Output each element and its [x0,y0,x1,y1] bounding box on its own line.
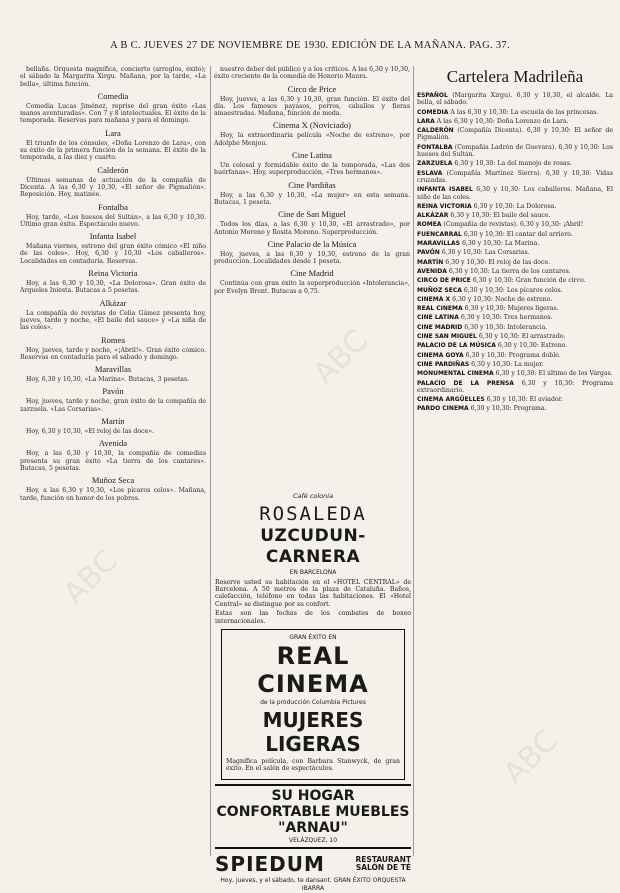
listing-venue: CALDERÓN [417,127,454,135]
listing-entry [417,259,613,266]
section-text: bellaña. Orquesta magnífica, concierto (arreglos, éxito); el sábado la Margarita Xirgu. Mañana, por la tarde, «La bella», última función. [20,66,206,88]
listing-entry [417,396,613,403]
ad-real-cinema [221,629,405,780]
listing-venue: CINE MADRID [417,323,463,331]
watermark-logo: ABC [306,323,375,392]
section-title: Avenida [98,438,128,449]
section-text: Un colosal y formidable éxito de la temporada, «Las dos huérfanas». Hoy, superproducción, «Tres hermanos». [214,162,410,177]
listing-entry [417,186,613,201]
listing-venue: ALKÁZAR [417,212,449,220]
ad-tag: Café colonia [292,492,334,500]
listing-entry [417,118,613,125]
section-title: Cine Palacio de la Música [267,238,357,249]
listing-venue: PALACIO DE LA MÚSICA [417,342,496,350]
section-title: Cine de San Miguel [278,209,346,220]
ad-furniture-headline: SU HOGAR CONFORTABLE MUEBLES "ARNAU" [216,787,410,836]
listing-venue: COMEDIA [417,108,449,116]
advertisement-block [215,492,411,893]
ad-dates-text: Estas son las fechas de los combates de boxeo internacionales. [215,610,411,625]
listing-text: (Compañía Ladrón de Guevara). 6,30 y 10,30: Los huesos del Sultán. [417,143,613,159]
ad-gran-exito: GRAN ÉXITO EN [289,633,337,641]
listing-venue: PARDO CINEMA [417,405,469,413]
listing-text: 6,30 y 10,30: Los pícaros celos. [463,286,563,294]
section-text: La compañía de revistas de Celia Gámez presenta hoy, jueves, tarde y noche, «El baile del sauce» y «La niña de las coles». [20,309,206,332]
section-text: Comedia Lucas Jiménez, reprise del gran éxito «Las manos aventuradas». Con 7 y 8 intelectuales. El éxito de la temporada. Reservas para mañana y para el domingo. [20,102,206,125]
ad-furniture-address: VELÁZQUEZ, 10 [288,836,338,844]
listing-text: 6,30 y 10,30: Los caballeros. Mañana, El niño de las coles. [417,186,613,201]
listing-entry [417,277,613,284]
section-text: Hoy, a las 6,30 y 10,30, «Los pícaros celos». Mañana, tarde, función en honor de los pobres. [20,487,206,502]
listing-venue: MUÑOZ SECA [417,286,462,294]
listing-venue: AVENIDA [417,267,447,275]
listing-text: A las 6,30 y 10,30: La escuela de las princesas. [450,108,599,116]
listing-entry [417,170,613,185]
listing-entry [417,127,613,142]
section-title: Romea [100,334,126,345]
listing-entry [417,333,613,340]
column-left [20,66,206,856]
listing-text: 6,30 y 10,30: Programa doble. [465,351,561,359]
ad-location: EN BARCELONA [289,569,337,576]
listing-text: 6,30 y 10,30: Tres hermanos. [460,314,553,322]
section-text: Hoy, jueves, tarde y noche, «¡Abril!». Gran éxito cómico. Reservas en contaduría para el sábado y domingo. [20,346,206,361]
listing-entry [417,231,613,238]
watermark-logo: ABC [496,723,565,792]
section-text: Hoy, a las 6,30 y 10,30, la compañía de comedias presenta su gran éxito «La tierra de los cantares». Butacas, 5 pesetas. [20,450,206,472]
section-text: Hoy, 6,30 y 10,30, «El reloj de las doce». [26,428,155,436]
listing-venue: INFANTA ISABEL [417,186,473,194]
section-text: nuestro deber del público y a los críticos. A las 6,30 y 10,30, éxito creciente de la comedia de Honorio Maura. [214,66,410,81]
listing-venue: MONUMENTAL CINEMA [417,370,494,378]
section-text: Hoy, 6,30 y 10,30, «La Marina». Butacas, 3 pesetas. [26,376,190,384]
section-title: Muñoz Seca [91,475,135,486]
column-rule [413,66,414,856]
listing-venue: PALACIO DE LA PRENSA [417,379,514,387]
listing-text: (Compañía Martínez Sierra). 6,30 y 10,30: Vidas cruzadas. [417,169,613,184]
cartelera-title: Cartelera Madrileña [446,67,584,86]
listing-text: (Margarita Xirgu). 6,30 y 10,30, el alcalde. La bella, el sábado. [417,92,613,107]
column-right [417,66,613,856]
ad-spiedum-name: SPIEDUM [215,852,325,877]
ad-spiedum [215,852,411,876]
section-text: Hoy, jueves, a las 6,30 y 10,30, estreno de la gran producción. Localidades desde 1 peseta. [214,250,410,266]
listing-text: 6,30 y 10,30: Programa. [470,405,547,413]
listing-venue: ZARZUELA [417,160,453,168]
listing-text: 6,30 y 10,30: Estreno. [497,342,568,350]
ad-restaurant-label: RESTAURANT SALÓN DE TÉ [355,854,411,873]
listing-text: 6,30 y 10,30: La Dolorosa. [473,202,557,210]
section-title: Maravillas [94,364,132,375]
listing-entry [417,92,613,107]
listing-entry [417,221,613,228]
listing-entry [417,144,613,159]
listing-entry [417,405,613,412]
listing-venue: ESPAÑOL [417,92,448,99]
section-text: Hoy, tarde, «Los huesos del Sultán», a las 6,30 y 10,30. Último gran éxito. Espectáculo nuevo. [20,213,206,228]
section-title: Reina Victoria [88,268,138,279]
listing-text: A las 6,30 y 10,30: Doña Lorenzo de Lara. [436,117,569,125]
listing-text: 6,30 y 10,30: El arrastrado. [478,333,566,341]
section-text: Todos los días, a las 6,30 y 10,30, «El arrastrado», por Antonio Moreno y Rosita Moreno. Superproducción. [214,221,410,236]
section-title: Alkázar [99,297,127,308]
section-title: Circo de Price [287,83,337,94]
listing-text: 6,30 y 10,30: El último de los Vargas. [495,370,613,378]
section-text: Continúa con gran éxito la superproducción «Intolerancia», por Evelyn Brent. Butacas a 0,75. [214,280,410,295]
section-text: Hoy, a las 6,30 y 10,30, «La mujer» en esta semana. Butacas, 1 peseta. [214,191,410,206]
listing-venue: CINEMA X [417,295,451,303]
ad-producer: de la producción Columbia Pictures [260,699,366,707]
listing-text: 6,30 y 10,30: Noche de estreno. [452,295,553,303]
listing-text: 6,30 y 10,30: El reloj de las doce. [445,258,551,266]
ad-film-title: MUJERES LIGERAS [262,707,364,756]
ad-real-cinema-title: REAL CINEMA [257,642,369,699]
section-title: Cinema X (Noviciado) [273,120,351,131]
section-text: Hoy, a las 6,30 y 10,30, «La Dolorosa». Gran éxito de Arqueles Iniesta. Butacas a 5 pesetas. [20,280,206,295]
listing-entry [417,212,613,219]
ad-boxing-headline: UZCUDUN-CARNERA [260,526,366,567]
ad-hotel-text: Reserve usted su habitación en el «HOTEL CENTRAL» de Barcelona. A 50 metros de la plaza de Cataluña. Baños, calefacción, teléfono en todas las habitaciones. El «Hotel Central» se distingue por su confort. [215,578,411,608]
ad-spiedum-text: Hoy, jueves, y el sábado, te dansant. GRAN ÉXITO ORQUESTA IBARRA [220,877,406,892]
listing-text: 6,30 y 10,30: La mujer. [471,360,544,368]
section-text: Últimas semanas de actuación de la compañía de Dicenta. A las 6,30 y 10,30, «El señor de Pigmalión». Reposición. Hoy, matinée. [20,176,206,199]
listing-entry [417,287,613,294]
listing-entry [417,361,613,368]
listing-venue: CINEMA ARGÜELLES [417,396,485,404]
section-text: Hoy, jueves, tarde y noche, gran éxito de la compañía de zarzuela. «Las Corsarias». [20,398,206,413]
listing-text: 6,30 y 10,30: El baile del sauce. [450,212,551,220]
listing-entry [417,240,613,247]
section-title: Comedia [97,90,129,101]
listing-entry [417,370,613,377]
section-title: Pavón [102,386,124,397]
listing-entry [417,324,613,331]
listing-venue: FUENCARRAL [417,230,462,238]
listing-venue: REAL CINEMA [417,305,463,313]
listing-text: 6,30 y 10,30: La Marina. [461,240,540,248]
section-title: Cine Latina [292,150,332,161]
listing-text: 6,30 y 10,30: El aviador. [486,396,563,404]
listing-entry [417,109,613,116]
listing-text: 6,30 y 10,30: Las Corsarias. [441,249,530,257]
section-title: Calderón [97,164,129,175]
listing-entry [417,160,613,167]
listing-venue: ROMEA [417,221,442,229]
listing-venue: PAVÓN [417,249,440,257]
listing-text: 6,30 y 10,30: La tierra de los cantares. [448,267,571,275]
listing-text: 6,30 y 10,30: Gran función de circo. [472,277,586,285]
section-title: Fontalba [98,201,128,212]
ad-rosaleda: ROSALEDA [259,503,367,525]
listing-venue: FONTALBA [417,143,453,151]
section-title: Infanta Isabel [89,231,137,242]
ad-cast: Magnífica película, con Barbara Stanwyck, de gran éxito. En el salón de espectáculos. [226,757,400,773]
section-text: Hoy, la extraordinaria película «Noche de estreno», por Adolphe Menjou. [214,132,410,147]
listing-text: 6,30 y 10,30: Programa extraordinario. [417,379,613,394]
listing-entry [417,305,613,312]
listing-text: 6,30 y 10,30: Mujeres ligeras. [464,305,559,313]
listing-entry [417,268,613,275]
listing-text: 6,30 y 10,30: Intolerancia. [464,323,548,331]
section-title: Lara [105,127,121,138]
section-text: Mañana viernes, estreno del gran éxito cómico «El niño de las coles». Hoy, 6,30 y 10,30 «Los caballeros». Localidades en contaduría. Reservas. [20,243,206,265]
listing-venue: ESLAVA [417,169,443,177]
listing-entry [417,249,613,256]
listing-text: (Compañía de revistas). 6,30 y 10,30: ¡Abril! [443,221,584,229]
section-title: Martín [101,416,125,427]
listing-venue: REINA VICTORIA [417,202,472,210]
section-title: Cine Pardiñas [288,179,336,190]
listing-entry [417,352,613,359]
listing-text: (Compañía Dicenta). 6,30 y 10,30: El señor de Pigmalión. [417,127,613,142]
listing-venue: CINE PARDIÑAS [417,360,470,368]
listing-venue: CINE SAN MIGUEL [417,333,477,341]
listing-venue: CINE LATINA [417,314,459,322]
listing-text: 6,30 y 10,30: El cantar del arriero. [463,230,573,238]
listing-venue: CIRCO DE PRICE [417,277,471,285]
listing-venue: CINEMA GOYA [417,351,464,359]
listing-venue: MARTÍN [417,258,444,266]
column-rule [210,66,211,856]
listing-venue: LARA [417,117,435,125]
column-middle [214,66,410,486]
watermark-logo: ABC [56,543,125,612]
listing-entry [417,380,613,395]
listing-entry [417,314,613,321]
ad-furniture [215,784,411,850]
listing-entry [417,342,613,349]
listing-entry [417,203,613,210]
section-title: Cine Madrid [290,268,334,279]
listing-venue: MARAVILLAS [417,240,460,248]
listing-text: 6,30 y 10,30: La del manojo de rosas. [454,160,572,168]
page-header: A B C. JUEVES 27 DE NOVIEMBRE DE 1930. EDICIÓN DE LA MAÑANA. PAG. 37. [110,40,510,51]
section-text: El triunfo de los cónsules, «Doña Lorenzo de Lara», con su éxito de la primera función de la semana. El éxito de la temporada, a las diez y cuarto. [20,139,206,162]
section-text: Hoy, jueves, a las 6,30 y 10,30, gran función. El éxito del día. Los famosos payasos, perros, caballos y fieras amaestradas. Mañana, función de moda. [214,95,410,118]
listing-entry [417,296,613,303]
